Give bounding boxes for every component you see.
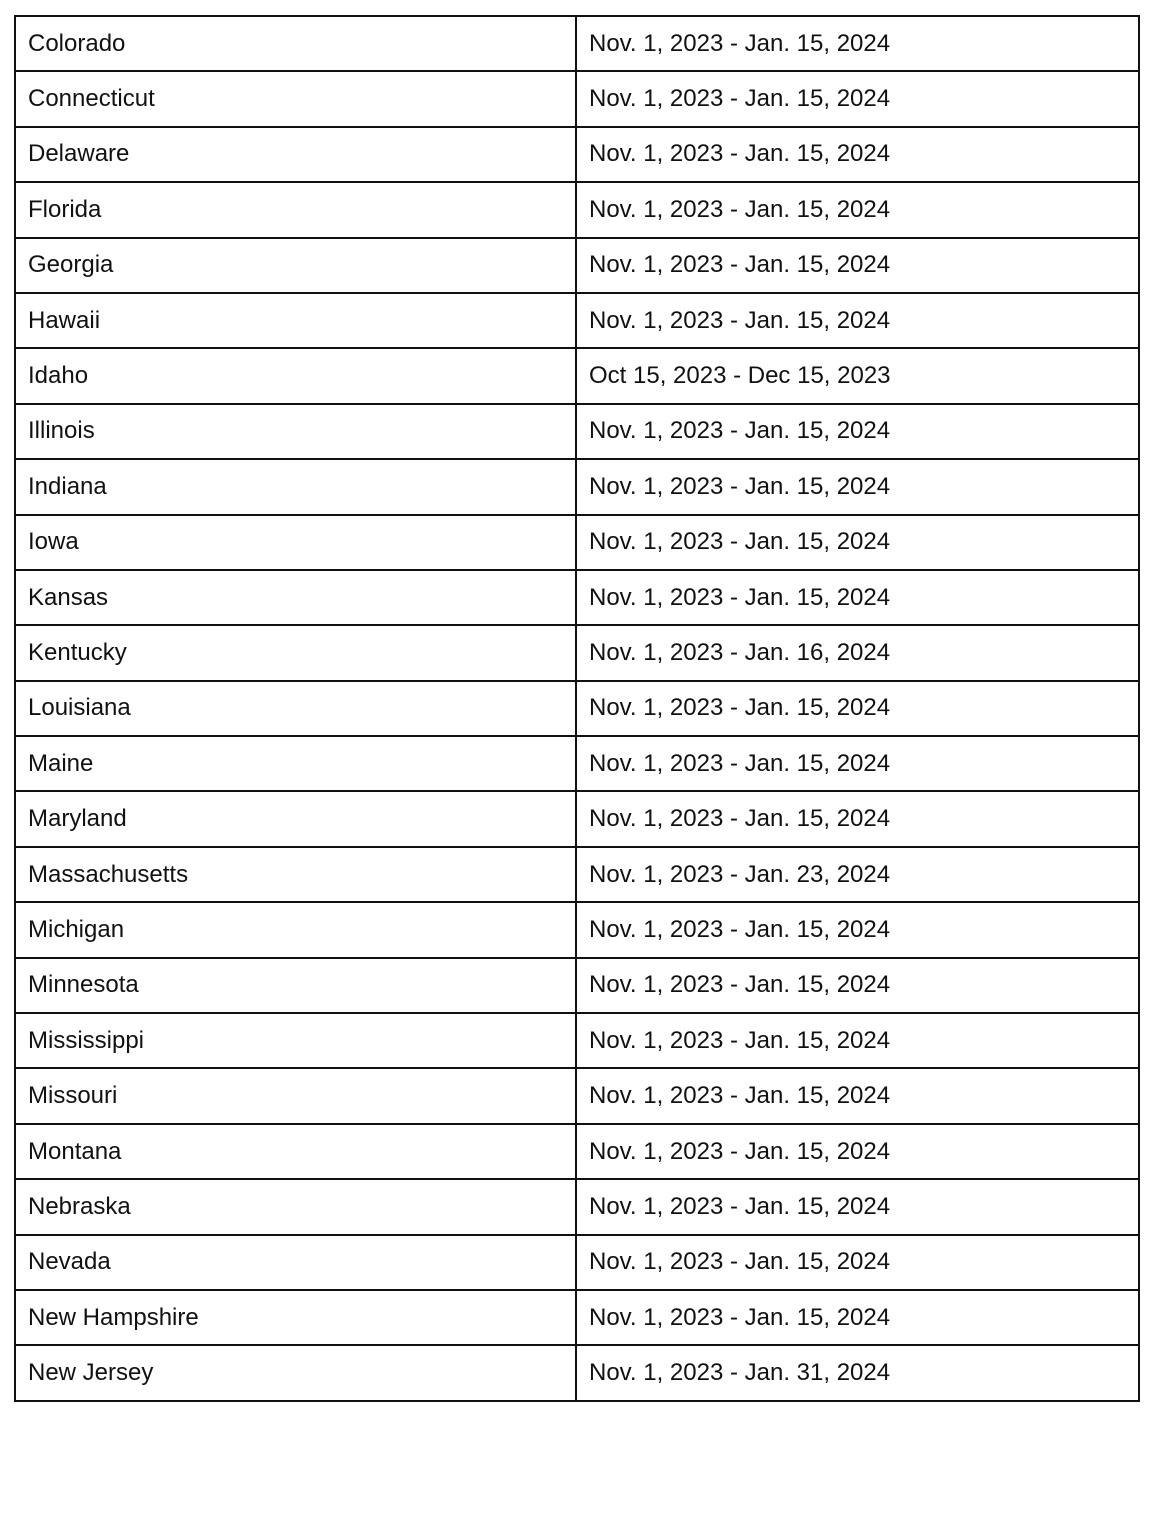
enrollment-period-cell: Nov. 1, 2023 - Jan. 15, 2024	[576, 1124, 1139, 1179]
enrollment-period-cell: Nov. 1, 2023 - Jan. 15, 2024	[576, 404, 1139, 459]
state-name-cell: New Hampshire	[15, 1290, 576, 1345]
state-name-cell: Nebraska	[15, 1179, 576, 1234]
table-row	[15, 791, 1139, 846]
table-body	[15, 16, 1139, 1401]
state-name-cell: Idaho	[15, 348, 576, 403]
state-name-cell: Maryland	[15, 791, 576, 846]
enrollment-dates-table	[14, 15, 1140, 1402]
table-row	[15, 1235, 1139, 1290]
state-name-cell: Connecticut	[15, 71, 576, 126]
state-name-cell: Delaware	[15, 127, 576, 182]
enrollment-period-cell: Nov. 1, 2023 - Jan. 15, 2024	[576, 238, 1139, 293]
enrollment-period-cell: Nov. 1, 2023 - Jan. 15, 2024	[576, 681, 1139, 736]
enrollment-period-cell: Nov. 1, 2023 - Jan. 15, 2024	[576, 182, 1139, 237]
state-name-cell: Massachusetts	[15, 847, 576, 902]
enrollment-period-cell: Nov. 1, 2023 - Jan. 15, 2024	[576, 293, 1139, 348]
state-name-cell: Georgia	[15, 238, 576, 293]
table-row	[15, 1124, 1139, 1179]
enrollment-period-cell: Nov. 1, 2023 - Jan. 15, 2024	[576, 902, 1139, 957]
table-row	[15, 736, 1139, 791]
table-row	[15, 293, 1139, 348]
state-name-cell: Colorado	[15, 16, 576, 71]
state-name-cell: Missouri	[15, 1068, 576, 1123]
state-name-cell: Kansas	[15, 570, 576, 625]
enrollment-period-cell: Nov. 1, 2023 - Jan. 15, 2024	[576, 16, 1139, 71]
state-name-cell: Kentucky	[15, 625, 576, 680]
table-row	[15, 1290, 1139, 1345]
enrollment-period-cell: Nov. 1, 2023 - Jan. 15, 2024	[576, 71, 1139, 126]
enrollment-period-cell: Oct 15, 2023 - Dec 15, 2023	[576, 348, 1139, 403]
table-row	[15, 570, 1139, 625]
enrollment-period-cell: Nov. 1, 2023 - Jan. 31, 2024	[576, 1345, 1139, 1400]
table-row	[15, 127, 1139, 182]
table-row	[15, 902, 1139, 957]
table-row	[15, 958, 1139, 1013]
enrollment-period-cell: Nov. 1, 2023 - Jan. 16, 2024	[576, 625, 1139, 680]
enrollment-period-cell: Nov. 1, 2023 - Jan. 15, 2024	[576, 1235, 1139, 1290]
state-name-cell: Louisiana	[15, 681, 576, 736]
table-row	[15, 348, 1139, 403]
state-name-cell: New Jersey	[15, 1345, 576, 1400]
enrollment-period-cell: Nov. 1, 2023 - Jan. 15, 2024	[576, 570, 1139, 625]
table-row	[15, 1179, 1139, 1234]
state-name-cell: Minnesota	[15, 958, 576, 1013]
enrollment-period-cell: Nov. 1, 2023 - Jan. 23, 2024	[576, 847, 1139, 902]
state-name-cell: Nevada	[15, 1235, 576, 1290]
table-row	[15, 847, 1139, 902]
table-row	[15, 1068, 1139, 1123]
state-name-cell: Montana	[15, 1124, 576, 1179]
table-row	[15, 681, 1139, 736]
table-row	[15, 1013, 1139, 1068]
enrollment-period-cell: Nov. 1, 2023 - Jan. 15, 2024	[576, 736, 1139, 791]
state-name-cell: Iowa	[15, 515, 576, 570]
table-row	[15, 515, 1139, 570]
enrollment-period-cell: Nov. 1, 2023 - Jan. 15, 2024	[576, 1290, 1139, 1345]
state-name-cell: Indiana	[15, 459, 576, 514]
state-name-cell: Mississippi	[15, 1013, 576, 1068]
state-name-cell: Hawaii	[15, 293, 576, 348]
table-row	[15, 238, 1139, 293]
table-row	[15, 625, 1139, 680]
table-row	[15, 71, 1139, 126]
table-row	[15, 459, 1139, 514]
enrollment-period-cell: Nov. 1, 2023 - Jan. 15, 2024	[576, 1013, 1139, 1068]
enrollment-period-cell: Nov. 1, 2023 - Jan. 15, 2024	[576, 958, 1139, 1013]
table-row	[15, 1345, 1139, 1400]
table-row	[15, 182, 1139, 237]
enrollment-period-cell: Nov. 1, 2023 - Jan. 15, 2024	[576, 1179, 1139, 1234]
enrollment-period-cell: Nov. 1, 2023 - Jan. 15, 2024	[576, 791, 1139, 846]
enrollment-period-cell: Nov. 1, 2023 - Jan. 15, 2024	[576, 127, 1139, 182]
enrollment-period-cell: Nov. 1, 2023 - Jan. 15, 2024	[576, 1068, 1139, 1123]
state-name-cell: Michigan	[15, 902, 576, 957]
table-row	[15, 404, 1139, 459]
enrollment-period-cell: Nov. 1, 2023 - Jan. 15, 2024	[576, 515, 1139, 570]
state-name-cell: Florida	[15, 182, 576, 237]
state-name-cell: Maine	[15, 736, 576, 791]
enrollment-period-cell: Nov. 1, 2023 - Jan. 15, 2024	[576, 459, 1139, 514]
state-name-cell: Illinois	[15, 404, 576, 459]
table-row	[15, 16, 1139, 71]
